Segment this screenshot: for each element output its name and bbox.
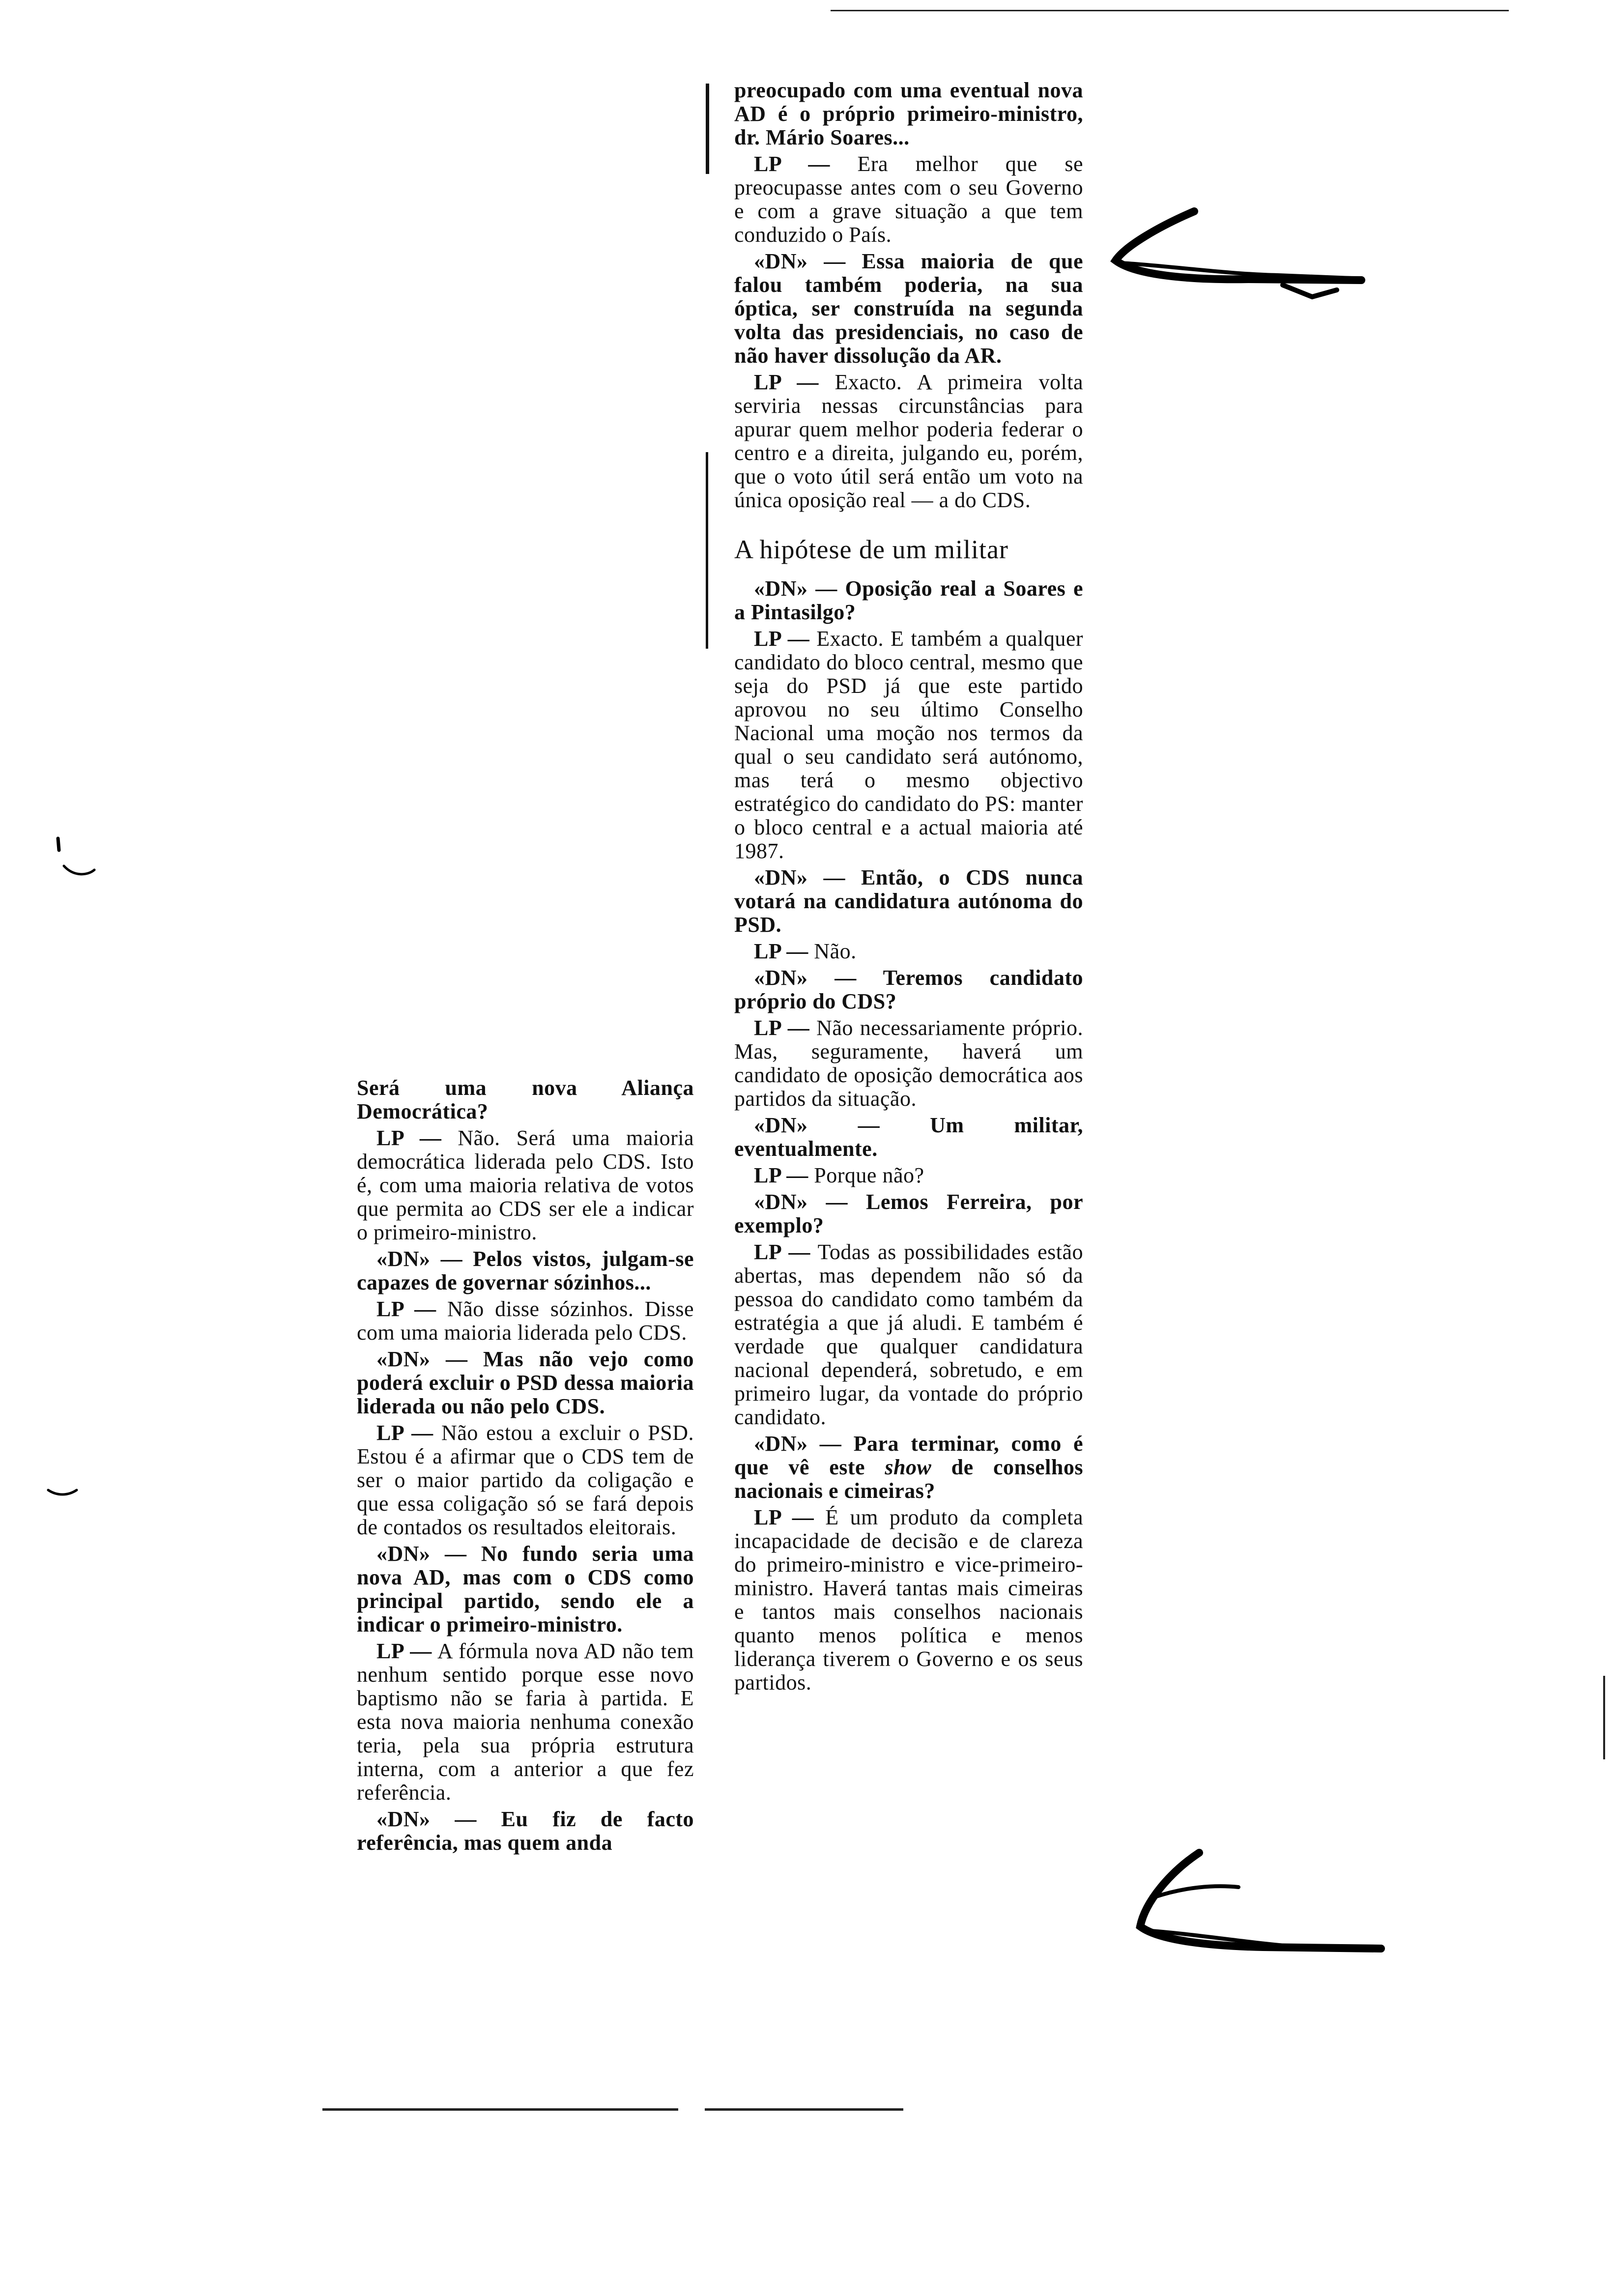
col-right-bottom-rule	[705, 2108, 903, 2111]
interviewee-answer	[734, 371, 1083, 512]
arrow-mark-top-icon	[1106, 192, 1371, 310]
answer-text: Não disse sózinhos. Disse com uma maioria liderada pelo CDS.	[357, 1297, 694, 1345]
speaker-label: LP —	[376, 1297, 436, 1321]
speaker-label: LP —	[754, 1163, 808, 1187]
interviewer-question: «DN» — No fundo seria uma nova AD, mas com o CDS como principal partido, sendo ele a indicar o primeiro-ministro.	[357, 1542, 694, 1636]
interviewer-question: «DN» — Oposição real a Soares e a Pintasilgo?	[734, 576, 1083, 624]
answer-text: Porque não?	[808, 1163, 924, 1187]
answer-text: Era melhor que se preocupasse antes com o seu Governo e com a grave situação a que tem conduzido o País.	[734, 152, 1084, 247]
margin-bar-middle	[706, 452, 708, 649]
answer-text: Não. Será uma maioria democrática liderada pelo CDS. Isto é, com uma maioria relativa de votos que permita ao CDS ser ele a indicar o primeiro-ministro.	[357, 1126, 694, 1244]
speaker-label: LP —	[376, 1639, 432, 1663]
margin-bar-top	[706, 84, 709, 174]
emphasis-word: show	[885, 1455, 932, 1479]
top-rule	[831, 10, 1509, 11]
interviewee-answer	[357, 1297, 694, 1345]
interviewer-question: «DN» — Essa maioria de que falou também poderia, na sua óptica, ser construída na segunda volta das presidenciais, no caso de não haver dissolução da AR.	[734, 249, 1083, 368]
arrow-mark-bottom-icon	[1125, 1843, 1391, 2000]
answer-text: Exacto. A primeira volta serviria nessas circunstâncias para apurar quem melhor poderia federar o centro e a direita, julgando eu, porém, que o voto útil será então um voto na única oposição real — a do CDS.	[734, 370, 1083, 512]
speaker-label: LP —	[754, 1505, 814, 1529]
interviewee-answer	[734, 152, 1083, 247]
answer-text: Não estou a excluir o PSD. Estou é a afirmar que o CDS tem de ser o maior partido da coligação e que essa coligação só se fará depois de contados os resultados eleitorais.	[357, 1421, 694, 1539]
speaker-label: LP —	[754, 1240, 810, 1264]
speaker-label: LP —	[754, 939, 808, 963]
interviewee-answer	[357, 1639, 694, 1805]
section-heading: A hipótese de um militar	[734, 535, 1008, 564]
interviewer-question: «DN» — Um militar, eventualmente.	[734, 1113, 1083, 1161]
speaker-label: LP —	[754, 370, 819, 394]
interviewer-question: «DN» — Eu fiz de facto referência, mas quem anda	[357, 1807, 694, 1855]
interviewee-answer	[734, 1016, 1083, 1111]
interviewer-question: Será uma nova Aliança Democrática?	[357, 1076, 694, 1123]
right-edge-line	[1603, 1676, 1605, 1759]
interviewee-answer	[357, 1126, 694, 1244]
answer-text: Não.	[808, 939, 857, 963]
margin-tick-icon	[49, 835, 103, 885]
article-column-right	[734, 79, 1083, 1694]
answer-text: Exacto. E também a qualquer candidato do bloco central, mesmo que seja do PSD já que este partido aprovou no seu último Conselho Nacional uma moção nos termos da qual o seu candidato será autónomo, mas terá o mesmo objectivo estratégico do candidato do PS: manter o bloco central e a actual maioria até 1987.	[734, 627, 1084, 863]
interviewee-answer	[734, 940, 1083, 963]
speaker-label: LP —	[754, 627, 810, 651]
answer-text: Não necessariamente próprio. Mas, seguramente, haverá um candidato de oposição democrática aos partidos da situação.	[734, 1016, 1083, 1111]
interviewer-question: «DN» — Então, o CDS nunca votará na candidatura autónoma do PSD.	[734, 865, 1083, 937]
question-text: de conselhos nacionais e cimeiras?	[734, 1455, 1083, 1503]
answer-text: Todas as possibilidades estão abertas, mas dependem não só da pessoa do candidato como também da estratégia a que já aludi. E também é verdade que qualquer candidatura nacional dependerá, sobretudo, e em primeiro lugar, da vontade do próprio candidato.	[734, 1240, 1083, 1429]
interviewer-question	[734, 1432, 1083, 1503]
speaker-label: LP —	[754, 152, 830, 176]
speaker-label: LP —	[754, 1016, 810, 1040]
interviewee-answer	[357, 1421, 694, 1539]
article-column-left	[357, 1076, 694, 1855]
interviewee-answer	[734, 1240, 1083, 1429]
interviewee-answer	[734, 1164, 1083, 1187]
margin-curve-icon	[44, 1484, 84, 1504]
interviewer-question: «DN» — Pelos vistos, julgam-se capazes de governar sózinhos...	[357, 1247, 694, 1294]
speaker-label: LP —	[376, 1126, 442, 1150]
col-left-bottom-rule	[322, 2108, 678, 2111]
interviewee-answer	[734, 627, 1083, 863]
interviewer-question: «DN» — Lemos Ferreira, por exemplo?	[734, 1190, 1083, 1237]
answer-text: A fórmula nova AD não tem nenhum sentido porque esse novo baptismo não se faria à partida. E esta nova maioria nenhuma conexão teria, pela sua própria estrutura interna, com a anterior a que fez referência.	[357, 1639, 694, 1805]
interviewer-question: preocupado com uma eventual nova AD é o próprio primeiro-ministro, dr. Mário Soares...	[734, 78, 1083, 149]
interviewer-question: «DN» — Teremos candidato próprio do CDS?	[734, 966, 1083, 1013]
speaker-label: LP —	[376, 1421, 433, 1445]
question-text: «DN» — Para terminar, como é que vê este	[734, 1432, 1083, 1479]
answer-text: É um produto da completa incapacidade de decisão e de clareza do primeiro-ministro e vice-primeiro-ministro. Haverá tantas mais cimeiras e tantos mais conselhos nacionais quanto menos política e menos liderança tiverem o Governo e os seus partidos.	[734, 1505, 1084, 1694]
interviewee-answer	[734, 1506, 1083, 1694]
interviewer-question: «DN» — Mas não vejo como poderá excluir o PSD dessa maioria liderada ou não pelo CDS.	[357, 1347, 694, 1418]
